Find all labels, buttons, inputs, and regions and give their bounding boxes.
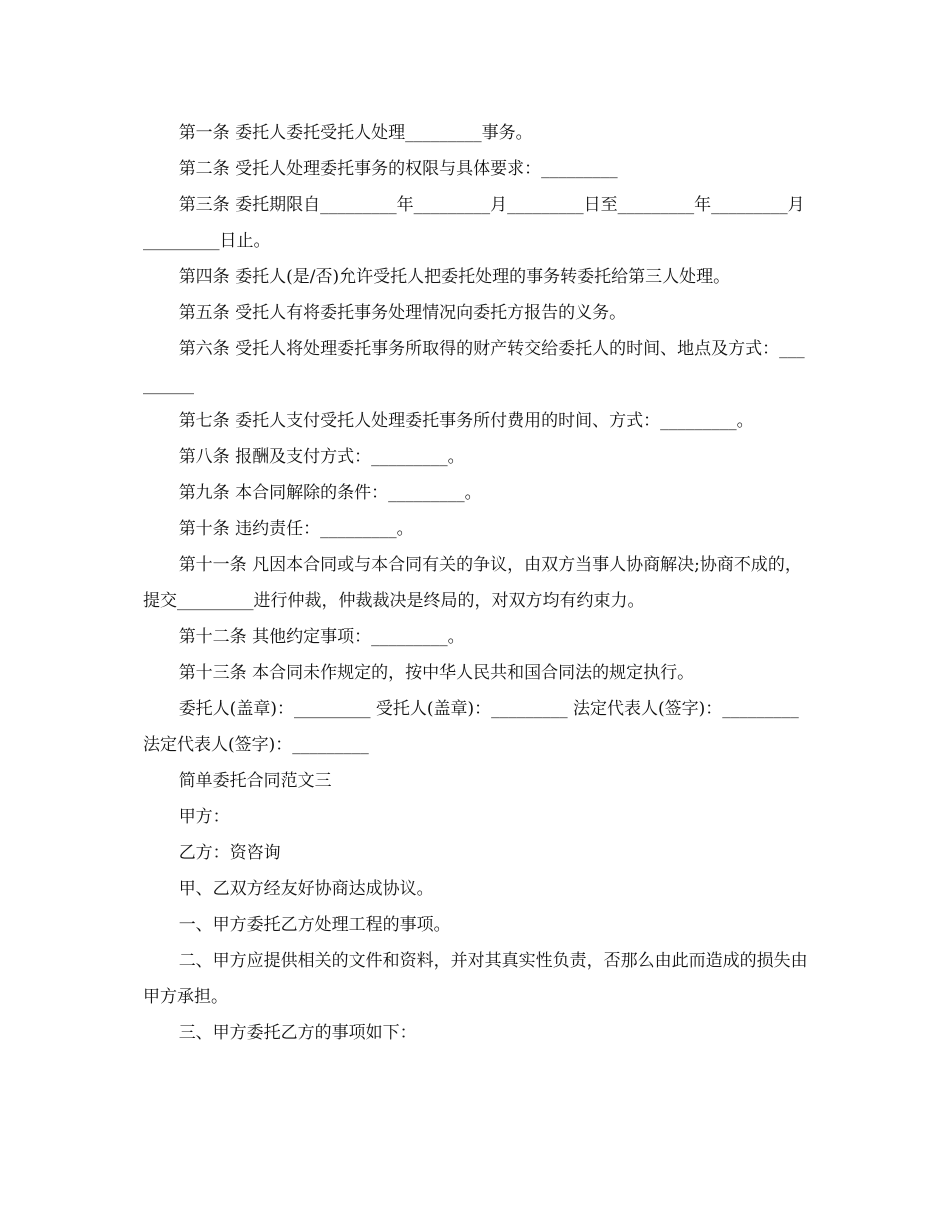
document-body <box>143 115 814 1051</box>
clause-1: 第一条 委托人委托受托人处理_________事务。 <box>178 123 533 143</box>
clause-4: 第四条 委托人(是/否)允许受托人把委托处理的事务转委托给第三人处理。 <box>178 267 731 287</box>
item-1: 一、甲方委托乙方处理工程的事项。 <box>178 915 451 935</box>
clause-13: 第十三条 本合同未作规定的，按中华人民共和国合同法的规定执行。 <box>178 663 695 683</box>
item-3: 三、甲方委托乙方的事项如下： <box>178 1023 417 1043</box>
clause-12: 第十二条 其他约定事项：_________。 <box>178 627 465 647</box>
clause-10: 第十条 违约责任：_________。 <box>178 519 414 539</box>
clause-7: 第七条 委托人支付受托人处理委托事务所付费用的时间、方式：_________。 <box>178 411 754 431</box>
clause-6: 第六条 受托人将处理委托事务所取得的财产转交给委托人的时间、地点及方式：_________ <box>143 339 805 395</box>
section-title: 简单委托合同范文三 <box>178 771 332 791</box>
item-2: 二、甲方应提供相关的文件和资料，并对其真实性负责，否那么由此而造成的损失由 甲方承担。 <box>143 951 814 1007</box>
clause-9: 第九条 本合同解除的条件：_________。 <box>178 483 482 503</box>
clause-8: 第八条 报酬及支付方式：_________。 <box>178 447 465 467</box>
clause-3: 第三条 委托期限自_________年_________月_________日至_________年_________月_________日止。 <box>143 195 805 251</box>
agreement-intro: 甲、乙双方经友好协商达成协议。 <box>178 879 434 899</box>
clause-11: 第十一条 凡因本合同或与本合同有关的争议，由双方当事人协商解决;协商不成的，提交_________进行仲裁，仲裁裁决是终局的，对双方均有约束力。 <box>143 555 802 611</box>
clause-2: 第二条 受托人处理委托事务的权限与具体要求：_________ <box>178 159 618 179</box>
party-a: 甲方： <box>178 807 230 827</box>
signature-block: 委托人(盖章)：_________ 受托人(盖章)：_________ 法定代表人(签字)：_________ 法定代表人(签字)：_________ <box>143 699 805 755</box>
clause-5: 第五条 受托人有将委托事务处理情况向委托方报告的义务。 <box>178 303 627 323</box>
party-b: 乙方：资咨询 <box>178 843 281 863</box>
